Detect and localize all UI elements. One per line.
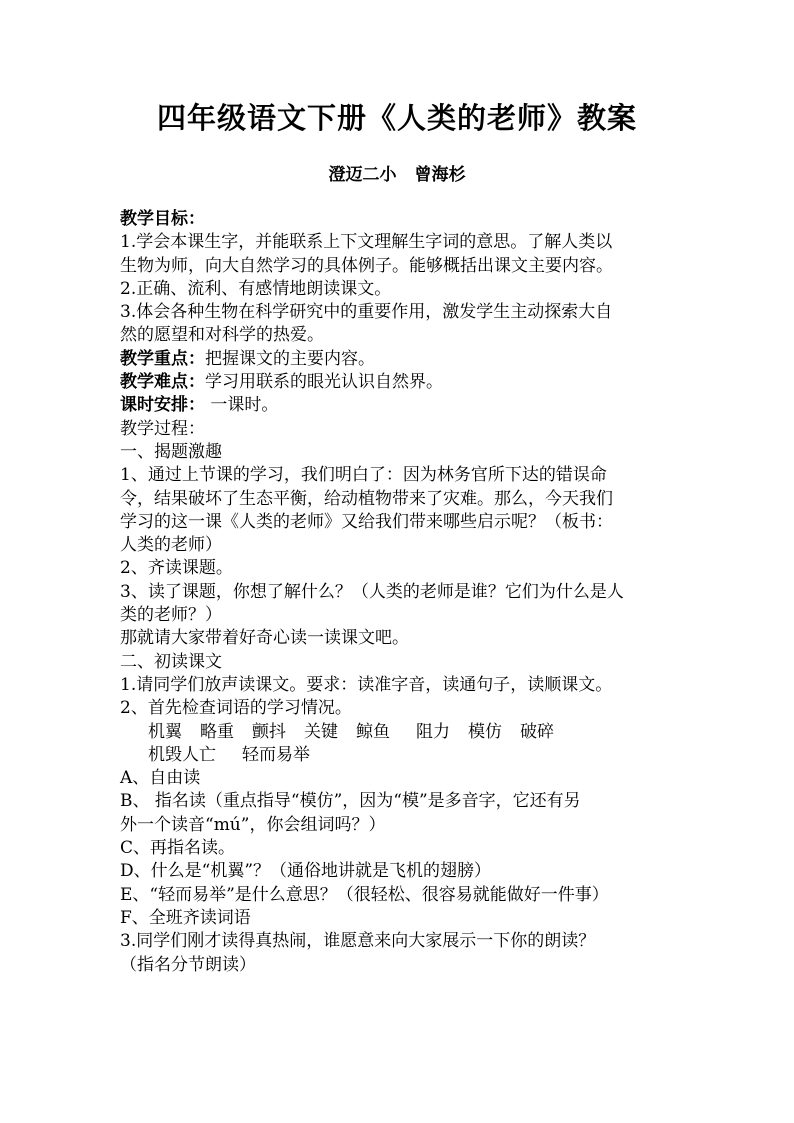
goal-3-line-1: 3.体会各种生物在科学研究中的重要作用，激发学生主动探索大自 [120, 302, 613, 323]
word: 机翼 [148, 721, 182, 742]
word-list-row-1 [120, 721, 690, 744]
step-a: A、自由读 [120, 768, 201, 789]
step-e: E、“轻而易举”是什么意思？（很轻松、很容易就能做好一件事） [120, 884, 609, 905]
part-2-item-3-line-2: （指名分节朗读） [120, 954, 256, 975]
part-2-item-1: 1.请同学们放声读课文。要求：读准字音，读通句子，读顺课文。 [120, 674, 613, 695]
part-2-item-2: 2、首先检查词语的学习情况。 [120, 698, 352, 719]
goal-3-line-2: 然的愿望和对科学的热爱。 [120, 325, 324, 346]
step-d: D、什么是“机翼”？（通俗地讲就是飞机的翅膀） [120, 861, 492, 882]
word: 略重 [200, 721, 234, 742]
part-1-item-1-line-1: 1、通过上节课的学习，我们明白了：因为林务官所下达的错误命 [120, 465, 607, 486]
part-1-item-1-line-4: 人类的老师） [120, 535, 222, 556]
part-1-item-2: 2、齐读课题。 [120, 558, 233, 579]
word: 轻而易举 [242, 744, 310, 765]
author-line [0, 160, 794, 185]
step-b-line-2: 外一个读音“mú”，你会组词吗？） [120, 814, 386, 835]
key-point-label: 教学重点： [120, 348, 205, 369]
word: 破碎 [520, 721, 554, 742]
page-title: 四年级语文下册《人类的老师》教案 [156, 101, 637, 135]
step-b-line-1: B、 指名读（重点指导“模仿”，因为“模”是多音字，它还有另 [120, 791, 581, 812]
schedule [120, 394, 690, 417]
part-1-item-1-line-3: 学习的这一课《人类的老师》又给我们带来哪些启示呢？（板书： [120, 511, 613, 532]
part-1-item-4: 那就请大家带着好奇心读一读课文吧。 [120, 628, 409, 649]
part-1-item-3-line-2: 类的老师？） [120, 605, 222, 626]
part-2-item-3-line-1: 3.同学们刚才读得真热闹，谁愿意来向大家展示一下你的朗读？ [120, 931, 596, 952]
key-point-text: 把握课文的主要内容。 [205, 348, 375, 369]
schedule-label: 课时安排： [120, 395, 205, 416]
word: 阻力 [416, 721, 450, 742]
word-list-row-2 [120, 744, 690, 767]
difficulty [120, 371, 690, 394]
author-school: 澄迈二小 [328, 165, 397, 185]
part-1-item-3-line-1: 3、读了课题，你想了解什么？（人类的老师是谁？它们为什么是人 [120, 581, 624, 602]
author-name: 曾海杉 [414, 165, 466, 185]
difficulty-label: 教学难点： [120, 372, 205, 393]
schedule-text: 一课时。 [210, 395, 279, 416]
goal-1-line-2: 生物为师，向大自然学习的具体例子。能够概括出课文主要内容。 [120, 255, 613, 276]
part-1-title: 一、揭题激趣 [120, 441, 222, 462]
difficulty-text: 学习用联系的眼光认识自然界。 [205, 372, 443, 393]
part-1-item-1-line-2: 令，结果破坏了生态平衡，给动植物带来了灾难。那么，今天我们 [120, 488, 613, 509]
word: 颤抖 [252, 721, 286, 742]
word: 机毁人亡 [148, 744, 216, 765]
word: 鲸鱼 [356, 721, 390, 742]
process-heading: 教学过程： [120, 418, 205, 439]
document-body [120, 208, 690, 977]
step-c: C、再指名读。 [120, 838, 236, 859]
goal-1-line-1: 1.学会本课生字，并能联系上下文理解生字词的意思。了解人类以 [120, 232, 613, 253]
goals-heading: 教学目标： [120, 209, 205, 229]
key-point [120, 348, 690, 371]
word: 关键 [304, 721, 338, 742]
part-2-title: 二、初读课文 [120, 651, 222, 672]
goal-2: 2.正确、流利、有感情地朗读课文。 [120, 278, 392, 299]
word: 模仿 [468, 721, 502, 742]
step-f: F、全班齐读词语 [120, 907, 251, 928]
